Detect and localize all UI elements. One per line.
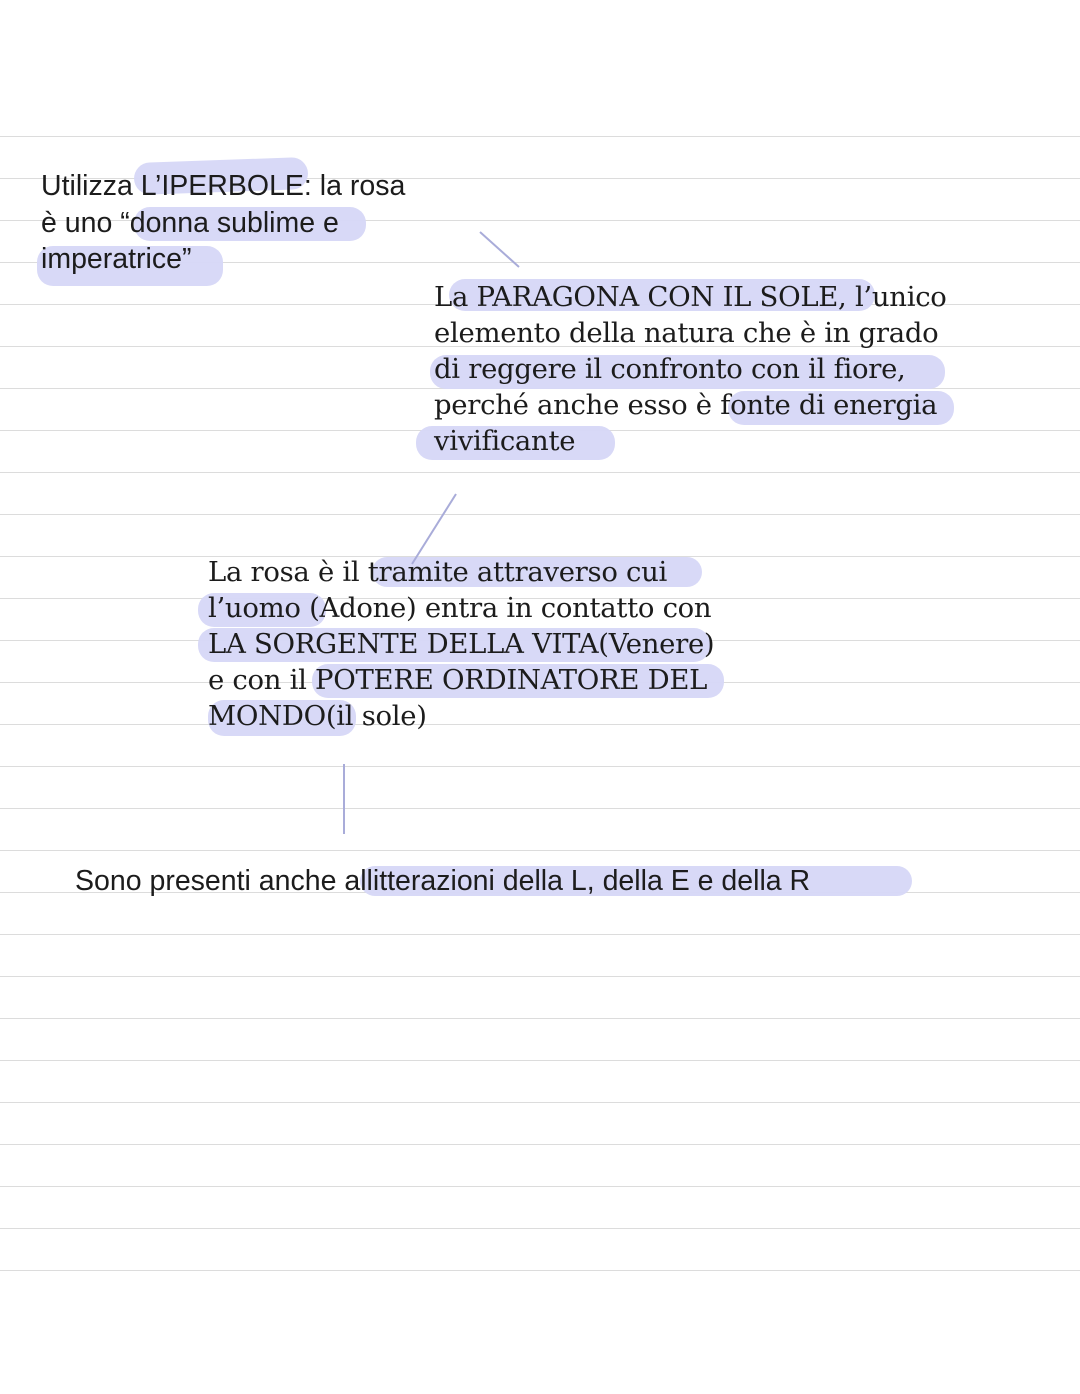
- note-rosa-tramite: [208, 554, 714, 734]
- note-line: La rosa è il tramite attraverso cui: [208, 556, 668, 588]
- note-allitterazioni: [75, 863, 810, 900]
- note-paragone-sole: [434, 279, 947, 459]
- note-iperbole: [41, 168, 405, 278]
- note-line: perché anche esso è fonte di energia: [434, 389, 938, 421]
- note-line: vivificante: [434, 425, 576, 457]
- note-line: elemento della natura che è in grado: [434, 317, 939, 349]
- note-line: La PARAGONA CON IL SOLE, l’unico: [434, 281, 947, 313]
- note-line: è uno “donna sublime e: [41, 206, 339, 239]
- note-line: e con il POTERE ORDINATORE DEL: [208, 664, 708, 696]
- note-line: Sono presenti anche allitterazioni della L, della E e della R: [75, 865, 811, 897]
- note-line: di reggere il confronto con il fiore,: [434, 353, 906, 385]
- connector-line: [480, 232, 519, 267]
- note-line: Utilizza L’IPERBOLE: la rosa: [41, 170, 406, 202]
- note-line: MONDO(il sole): [208, 700, 427, 732]
- note-line: imperatrice”: [41, 243, 192, 275]
- note-line: LA SORGENTE DELLA VITA(Venere): [208, 628, 715, 660]
- note-line: l’uomo (Adone) entra in contatto con: [208, 592, 712, 624]
